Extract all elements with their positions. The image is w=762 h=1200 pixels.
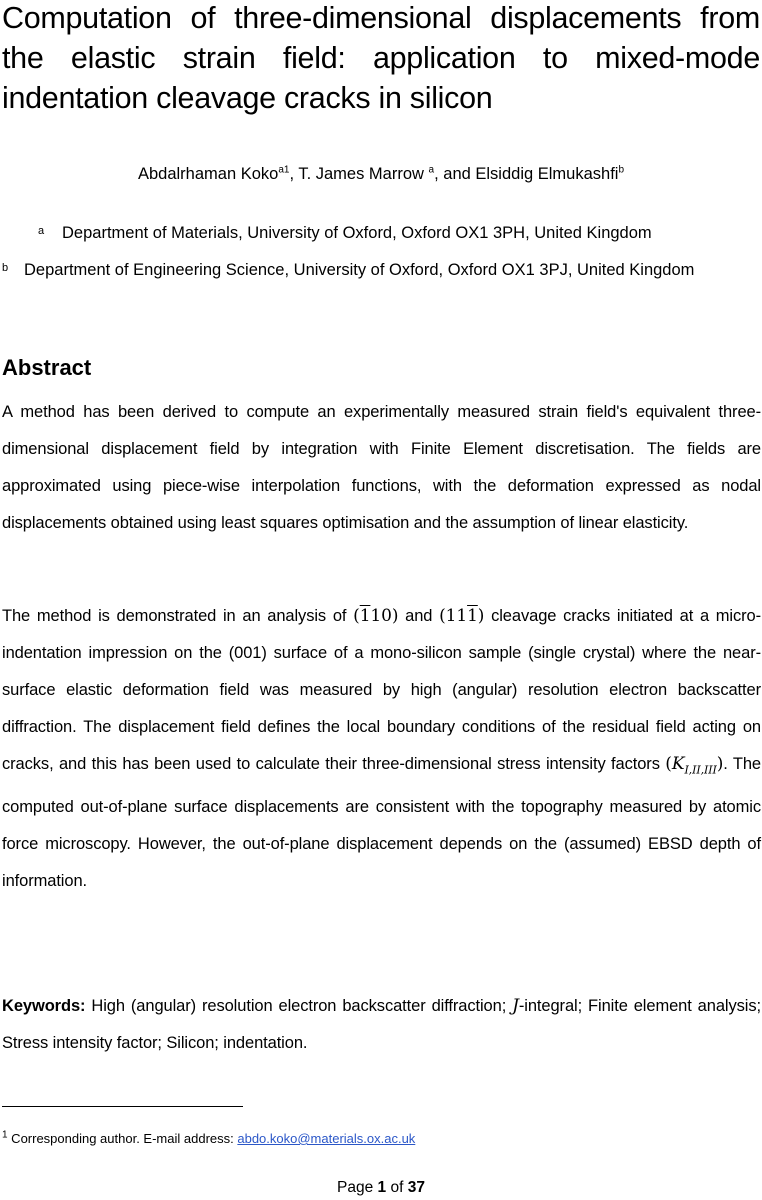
keywords-text: -integral; Finite element analysis; Stress intensity factor; Silicon; indentation.	[2, 997, 761, 1052]
author-separator: ,	[289, 165, 299, 183]
affiliation-b-text: Department of Engineering Science, University of Oxford, Oxford OX1 3PJ, United Kingdom	[24, 261, 695, 279]
keywords-text: High (angular) resolution electron backscatter diffraction;	[85, 997, 513, 1015]
author-list	[0, 162, 762, 186]
affiliation-a-mark: a	[38, 225, 45, 237]
footnote-text: Corresponding author. E-mail address:	[7, 1131, 238, 1146]
math-paren: (	[353, 606, 360, 626]
math-digits: 10)	[370, 606, 399, 626]
math-variable-k: K	[671, 753, 685, 774]
affiliation-b	[2, 258, 695, 282]
author-elmukashfi: Elsiddig Elmukashfi	[475, 165, 619, 183]
math-overbar-digit: 1	[359, 606, 371, 626]
abstract-text: cleavage cracks initiated at a micro-indentation impression on the (001) surface of a mono-silicon sample (single crystal) where the near-surface elastic deformation field was measured by high (angular) resolution electron backscatter diffraction. The displacement field defines the local boundary conditions of the residual field acting on cracks, and this has been used to calculate their three-dimensional stress intensity factors	[2, 607, 761, 773]
footnote-divider	[2, 1106, 243, 1107]
footnote-mark: 1	[2, 1129, 8, 1141]
page-of: of	[386, 1179, 408, 1196]
math-subscript: I,II,III	[684, 763, 717, 777]
affiliation-a	[38, 221, 652, 245]
email-link[interactable]: abdo.koko@materials.ox.ac.uk	[237, 1131, 416, 1146]
math-variable-j: J	[512, 996, 519, 1016]
miller-index-1	[353, 606, 398, 626]
math-paren: (	[665, 753, 672, 774]
math-digits: (11	[439, 606, 468, 626]
paper-title: Computation of three-dimensional displacements from the elastic strain field: application to mixed-mode indentation cleavage cracks in silicon	[2, 1, 760, 115]
affiliation-a-text: Department of Materials, University of Oxford, Oxford OX1 3PH, United Kingdom	[62, 224, 652, 242]
abstract-paragraph-1: A method has been derived to compute an experimentally measured strain field's equivalent three-dimensional displacement field by integration with Finite Element discretisation. The fields are approximated using piece-wise interpolation functions, with the deformation expressed as nodal displacements obtained using least squares optimisation and the assumption of linear elasticity.	[2, 403, 761, 532]
author-separator: , and	[434, 165, 476, 183]
math-overbar-digit: 1	[467, 606, 478, 626]
miller-index-2	[439, 606, 484, 626]
keywords-label: Keywords:	[2, 997, 86, 1015]
stress-intensity-symbol	[665, 753, 724, 777]
author-marrow-affiliation: a	[428, 164, 435, 176]
math-paren: )	[477, 606, 485, 626]
abstract-text: and	[398, 607, 440, 625]
affiliation-b-mark: b	[2, 262, 9, 274]
author-koko: Abdalrhaman Koko	[137, 165, 279, 183]
total-pages: 37	[407, 1179, 425, 1196]
footnote	[2, 1130, 415, 1148]
current-page: 1	[377, 1179, 387, 1196]
abstract-heading: Abstract	[2, 355, 92, 380]
math-paren: )	[716, 753, 724, 774]
page-number	[0, 1178, 762, 1198]
keywords	[2, 988, 761, 1062]
author-koko-affiliation: a1	[278, 164, 290, 176]
abstract-paragraph-2	[2, 598, 761, 900]
page-prefix: Page	[337, 1179, 378, 1196]
abstract-text: The method is demonstrated in an analysis of	[2, 607, 354, 625]
abstract-text: . The computed out-of-plane surface displacements are consistent with the topography measured by atomic force microscopy. However, the out-of-plane displacement depends on the (assumed) EBSD depth of information.	[2, 754, 761, 890]
author-elmukashfi-affiliation: b	[618, 164, 625, 176]
author-marrow: T. James Marrow	[298, 165, 424, 183]
